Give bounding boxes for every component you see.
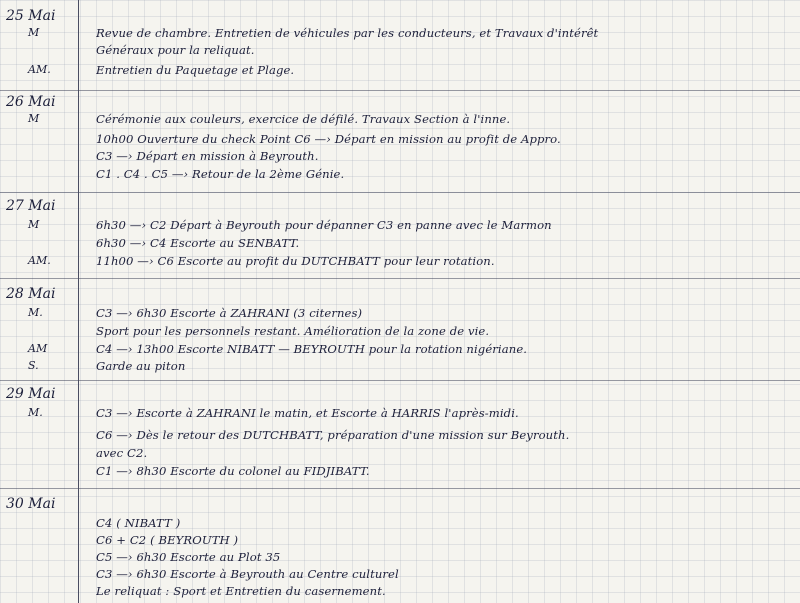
- day-separator: [0, 192, 800, 193]
- entry-text: Entretien du Paquetage et Plage.: [96, 63, 295, 77]
- entry-line: [0, 149, 800, 166]
- entry-text: C3 —› 6h30 Escorte à ZAHRANI (3 citernes): [96, 306, 363, 320]
- entry-line: [0, 63, 800, 80]
- entry-text: Cérémonie aux couleurs, exercice de défilé. Travaux Section à l'inne.: [96, 112, 511, 126]
- time-mark: AM.: [28, 63, 51, 76]
- entry-line: [0, 167, 800, 184]
- entry-line: [0, 43, 800, 60]
- entry-line: [0, 359, 800, 376]
- entry-date: 25 Mai: [6, 8, 56, 24]
- entry-line: [0, 464, 800, 481]
- entry-text: Sport pour les personnels restant. Amélioration de la zone de vie.: [96, 324, 490, 338]
- time-mark: M.: [28, 306, 43, 319]
- entry-line: [0, 236, 800, 253]
- time-mark: AM: [28, 342, 48, 355]
- entry-text: 11h00 —› C6 Escorte au profit du DUTCHBATT pour leur rotation.: [96, 254, 495, 268]
- entry-text: C3 —› 6h30 Escorte à Beyrouth au Centre culturel: [96, 567, 399, 581]
- entry-text: C6 + C2 ( BEYROUTH ): [96, 533, 239, 547]
- entry-line: [0, 218, 800, 235]
- day-separator: [0, 488, 800, 489]
- entry-text: Généraux pour la reliquat.: [96, 43, 255, 57]
- time-mark: AM.: [28, 254, 51, 267]
- entry-line: [0, 406, 800, 423]
- entry-date: 27 Mai: [6, 198, 56, 214]
- entry-text: C3 —› Départ en mission à Beyrouth.: [96, 149, 319, 163]
- entry-text: C1 . C4 . C5 —› Retour de la 2ème Génie.: [96, 167, 345, 181]
- entry-line: [0, 567, 800, 584]
- entry-text: C4 ( NIBATT ): [96, 516, 181, 530]
- entry-date: 30 Mai: [6, 496, 56, 512]
- entry-line: [0, 342, 800, 359]
- time-mark: M: [28, 26, 40, 39]
- day-separator: [0, 278, 800, 279]
- entry-line: [0, 254, 800, 271]
- entry-line: [0, 428, 800, 445]
- entry-date: 28 Mai: [6, 286, 56, 302]
- entry-text: 6h30 —› C4 Escorte au SENBATT.: [96, 236, 300, 250]
- entry-line: [0, 516, 800, 533]
- entry-line: [0, 550, 800, 567]
- entry-text: C4 —› 13h00 Escorte NIBATT — BEYROUTH pour la rotation nigériane.: [96, 342, 528, 356]
- time-mark: M.: [28, 406, 43, 419]
- entry-text: Garde au piton: [96, 359, 186, 373]
- entry-line: [0, 112, 800, 129]
- entry-date: 29 Mai: [6, 386, 56, 402]
- entry-date: 26 Mai: [6, 94, 56, 110]
- entry-text: C6 —› Dès le retour des DUTCHBATT, préparation d'une mission sur Beyrouth.: [96, 428, 570, 442]
- entry-text: 6h30 —› C2 Départ à Beyrouth pour dépanner C3 en panne avec le Marmon: [96, 218, 552, 232]
- entry-text: C1 —› 8h30 Escorte du colonel au FIDJIBATT.: [96, 464, 370, 478]
- entry-text: avec C2.: [96, 446, 148, 460]
- entry-text: Le reliquat : Sport et Entretien du casernement.: [96, 584, 386, 598]
- day-separator: [0, 90, 800, 91]
- entry-text: C3 —› Escorte à ZAHRANI le matin, et Escorte à HARRIS l'après-midi.: [96, 406, 519, 420]
- entry-line: [0, 26, 800, 43]
- entry-line: [0, 306, 800, 323]
- entry-text: 10h00 Ouverture du check Point C6 —› Départ en mission au profit de Appro.: [96, 132, 561, 146]
- entry-line: [0, 533, 800, 550]
- entry-text: Revue de chambre. Entretien de véhicules par les conducteurs, et Travaux d'intérêt: [96, 26, 599, 40]
- entry-line: [0, 132, 800, 149]
- time-mark: S.: [28, 359, 39, 372]
- time-mark: M: [28, 218, 40, 231]
- entry-line: [0, 324, 800, 341]
- entry-text: C5 —› 6h30 Escorte au Plot 35: [96, 550, 281, 564]
- entry-line: [0, 584, 800, 601]
- day-separator: [0, 380, 800, 381]
- entry-line: [0, 446, 800, 463]
- time-mark: M: [28, 112, 40, 125]
